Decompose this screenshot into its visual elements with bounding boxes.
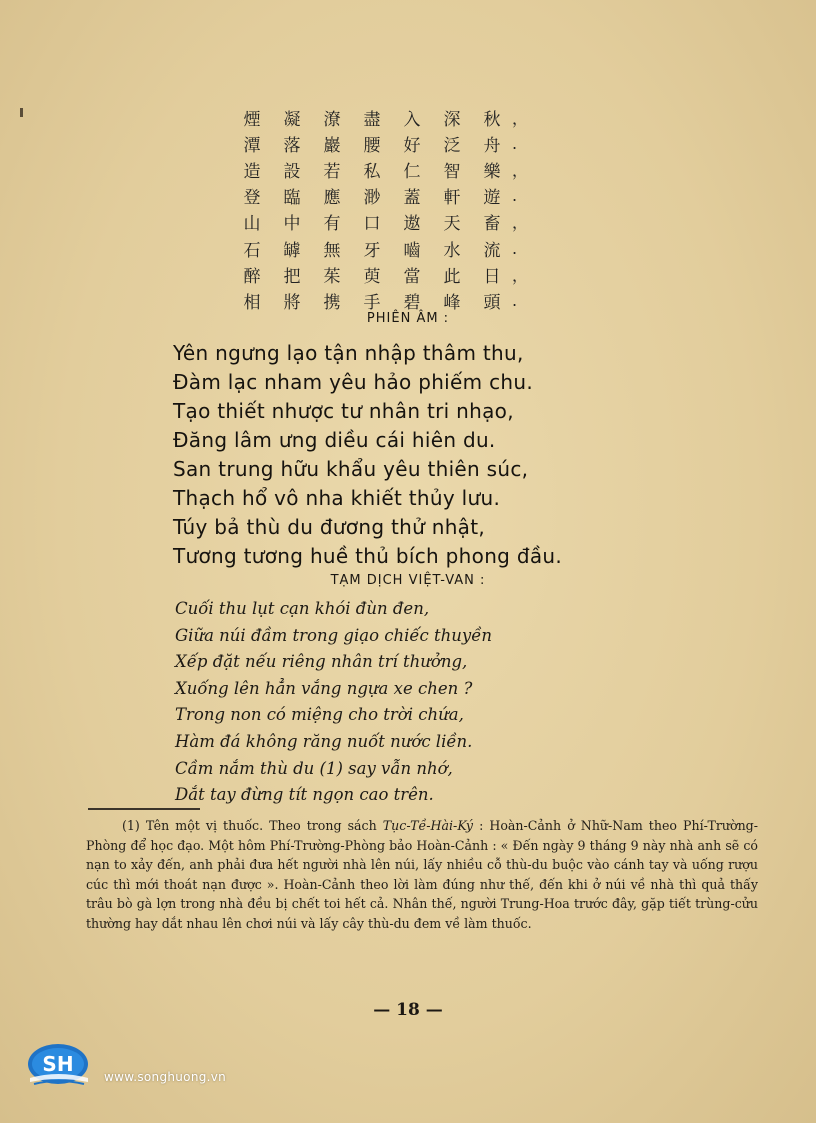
chinese-punctuation: . (512, 290, 518, 310)
chinese-character: 牙 (363, 240, 381, 261)
chinese-character: 相 (243, 292, 261, 313)
translation-line: Hàm đá không răng nuốt nước liền. (175, 731, 473, 751)
chinese-character: 携 (323, 292, 341, 313)
chinese-punctuation: ， (512, 213, 529, 233)
chinese-punctuation: . (512, 186, 518, 206)
chinese-character: 腰 (363, 135, 381, 156)
phien-am-line: Thạch hổ vô nha khiết thủy lưu. (173, 486, 501, 510)
chinese-character: 巖 (323, 135, 341, 156)
chinese-poem (232, 104, 532, 314)
chinese-character: 造 (243, 161, 261, 182)
chinese-character: 醉 (243, 266, 261, 287)
chinese-character: 渺 (363, 188, 381, 209)
chinese-punctuation: ， (512, 265, 529, 285)
chinese-poem-line (232, 130, 532, 156)
chinese-character: 碧 (403, 292, 421, 313)
chinese-character: 此 (443, 266, 461, 287)
chinese-character: 頭 (483, 292, 501, 313)
translation-line: Xếp đặt nếu riêng nhân trí thưởng, (175, 652, 468, 672)
chinese-character: 若 (323, 161, 341, 182)
chinese-character: 水 (443, 240, 461, 261)
chinese-character: 口 (363, 214, 381, 235)
chinese-character: 泛 (443, 135, 461, 156)
footnote-marker: (1) Tên một vị thuốc. Theo trong sách (122, 818, 377, 833)
chinese-character: 無 (323, 240, 341, 261)
chinese-character: 盡 (363, 109, 381, 130)
tam-dich-heading: TẠM DỊCH VIỆT-VAN : (330, 573, 486, 588)
translation-line: Dắt tay đừng tít ngọn cao trên. (175, 785, 434, 805)
chinese-character: 私 (363, 161, 381, 182)
chinese-character: 日 (483, 266, 501, 287)
chinese-character: 智 (443, 161, 461, 182)
phien-am-line: San trung hữu khẩu yêu thiên súc, (173, 457, 529, 481)
chinese-character: 遊 (483, 188, 501, 209)
chinese-character: 峰 (443, 292, 461, 313)
chinese-poem-line (232, 287, 532, 313)
phien-am-heading: PHIÊN ÂM : (366, 311, 450, 326)
watermark-url: www.songhuong.vn (104, 1070, 227, 1084)
chinese-character: 深 (443, 109, 461, 130)
footnote (86, 816, 758, 933)
translation-line: Cầm nắm thù du (1) say vẫn nhớ, (175, 758, 453, 778)
chinese-poem-line (232, 156, 532, 182)
chinese-character: 舟 (483, 135, 501, 156)
phien-am-poem (173, 339, 733, 571)
chinese-character: 嚙 (403, 240, 421, 261)
chinese-poem-line (232, 209, 532, 235)
chinese-poem-line (232, 261, 532, 287)
chinese-punctuation: ， (512, 108, 529, 128)
page-edge-mark (20, 108, 23, 117)
chinese-character: 潦 (323, 109, 341, 130)
phien-am-line: Yên ngưng lạo tận nhập thâm thu, (173, 341, 524, 365)
chinese-poem-line (232, 104, 532, 130)
chinese-character: 當 (403, 266, 421, 287)
chinese-character: 應 (323, 188, 341, 209)
chinese-character: 好 (403, 135, 421, 156)
chinese-character: 手 (363, 292, 381, 313)
chinese-character: 潭 (243, 135, 261, 156)
chinese-character: 仁 (403, 161, 421, 182)
chinese-poem-line (232, 235, 532, 261)
chinese-character: 畜 (483, 214, 501, 235)
chinese-punctuation: . (512, 133, 518, 153)
footnote-text: : Hoàn-Cảnh ở Nhữ-Nam theo Phí-Trường-Phòng để học đạo. Một hôm Phí-Trường-Phòng bảo Hoàn-Cảnh : « Đến ngày 9 tháng 9 này nhà anh sẽ có nạn to xảy đến, anh phải đưa hết người nhà lên núi, lấy nhiều cỗ thù-du buộc vào cánh tay và uống rượu cúc thì mới thoát nạn được ». Hoàn-Cảnh theo lời làm đúng như thế, đến khi ở núi về nhà thì quả thấy trâu bò gà lợn trong nhà đều bị chết toi hết cả. Nhân thế, người Trung-Hoa trước đây, gặp tiết trùng-cửu thường hay dắt nhau lên chơi núi và lấy cây thù-du đem về làm thuốc. (86, 818, 759, 931)
phien-am-line: Túy bả thù du đương thử nhật, (173, 515, 486, 539)
phien-am-line: Tương tương huề thủ bích phong đầu. (173, 544, 563, 568)
chinese-character: 萸 (363, 266, 381, 287)
chinese-character: 罅 (283, 240, 301, 261)
chinese-character: 軒 (443, 188, 461, 209)
chinese-character: 凝 (283, 109, 301, 130)
translation-poem (175, 596, 695, 809)
songhuong-logo-icon (24, 1040, 94, 1090)
page-number: — 18 — (373, 1000, 443, 1020)
phien-am-line: Đàm lạc nham yêu hảo phiếm chu. (173, 370, 533, 394)
chinese-character: 將 (283, 292, 301, 313)
chinese-character: 登 (243, 188, 261, 209)
chinese-character: 山 (243, 214, 261, 235)
logo-text: SH (42, 1052, 74, 1076)
chinese-character: 臨 (283, 188, 301, 209)
translation-line: Trong non có miệng cho trời chứa, (175, 705, 464, 725)
chinese-character: 煙 (243, 109, 261, 130)
footnote-divider (88, 808, 200, 810)
chinese-character: 蓋 (403, 188, 421, 209)
chinese-character: 設 (283, 161, 301, 182)
translation-line: Cuối thu lụt cạn khói đùn đen, (175, 599, 430, 618)
chinese-punctuation: ， (512, 160, 529, 180)
phien-am-line: Tạo thiết nhược tư nhân tri nhạo, (173, 399, 514, 423)
chinese-character: 天 (443, 214, 461, 235)
phien-am-line: Đăng lâm ưng diều cái hiên du. (173, 428, 496, 452)
chinese-character: 遨 (403, 214, 421, 235)
chinese-character: 中 (283, 214, 301, 235)
chinese-character: 流 (483, 240, 501, 261)
chinese-character: 秋 (483, 109, 501, 130)
footnote-book-title: Tục-Tề-Hài-Ký (382, 818, 474, 833)
chinese-character: 有 (323, 214, 341, 235)
chinese-character: 落 (283, 135, 301, 156)
chinese-character: 茱 (323, 266, 341, 287)
chinese-character: 把 (283, 266, 301, 287)
translation-line: Xuống lên hẳn vắng ngựa xe chen ? (175, 678, 473, 698)
chinese-character: 樂 (483, 161, 501, 182)
chinese-character: 石 (243, 240, 261, 261)
chinese-punctuation: . (512, 238, 518, 258)
chinese-character: 入 (403, 109, 421, 130)
translation-line: Giữa núi đầm trong giạo chiếc thuyền (175, 625, 493, 645)
chinese-poem-line (232, 183, 532, 209)
